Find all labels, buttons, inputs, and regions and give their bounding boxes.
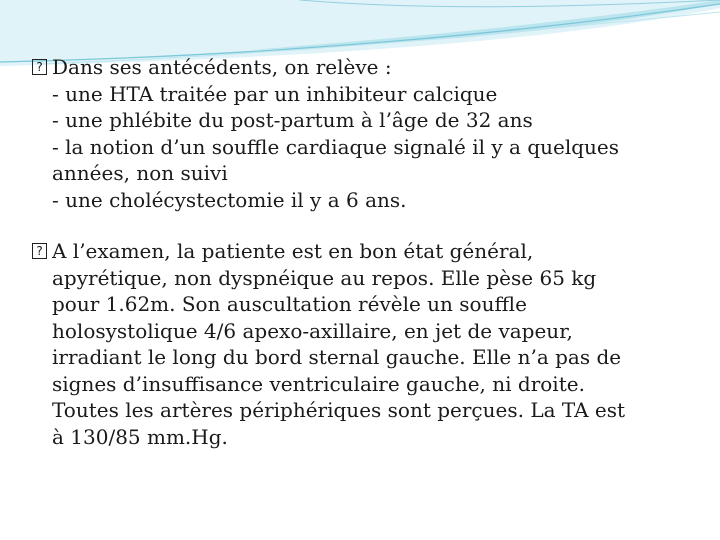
text-line: A l’examen, la patiente est en bon état général, — [52, 239, 534, 263]
text-line: pour 1.62m. Son auscultation révèle un souffle — [52, 292, 527, 316]
text-line: à 130/85 mm.Hg. — [52, 424, 228, 449]
text-line: signes d’insuffisance ventriculaire gauche, ni droite. — [52, 371, 585, 396]
text-line: apyrétique, non dyspnéique au repos. Elle pèse 65 kg — [52, 265, 597, 290]
paragraph-examen — [32, 238, 692, 450]
text-line: - une phlébite du post-partum à l’âge de 32 ans — [52, 108, 533, 132]
bullet-box-icon: ? — [32, 59, 47, 75]
text-line: Toutes les artères périphériques sont perçues. La TA est — [52, 398, 626, 422]
text-line: - une cholécystectomie il y a 6 ans. — [52, 187, 407, 212]
text-line: Dans ses antécédents, on relève : — [52, 55, 392, 79]
text-line: irradiant le long du bord sternal gauche. Elle n’a pas de — [52, 345, 622, 369]
text-line: holosystolique 4/6 apexo-axillaire, en jet de vapeur, — [52, 318, 573, 343]
slide-content — [32, 54, 692, 450]
text-line: - une HTA traitée par un inhibiteur calcique — [52, 81, 498, 106]
paragraph-antecedents — [32, 54, 692, 213]
text-line: - la notion d’un souffle cardiaque signalé il y a quelques — [52, 134, 620, 159]
text-line: années, non suivi — [52, 161, 228, 185]
bullet-box-icon: ? — [32, 243, 47, 259]
